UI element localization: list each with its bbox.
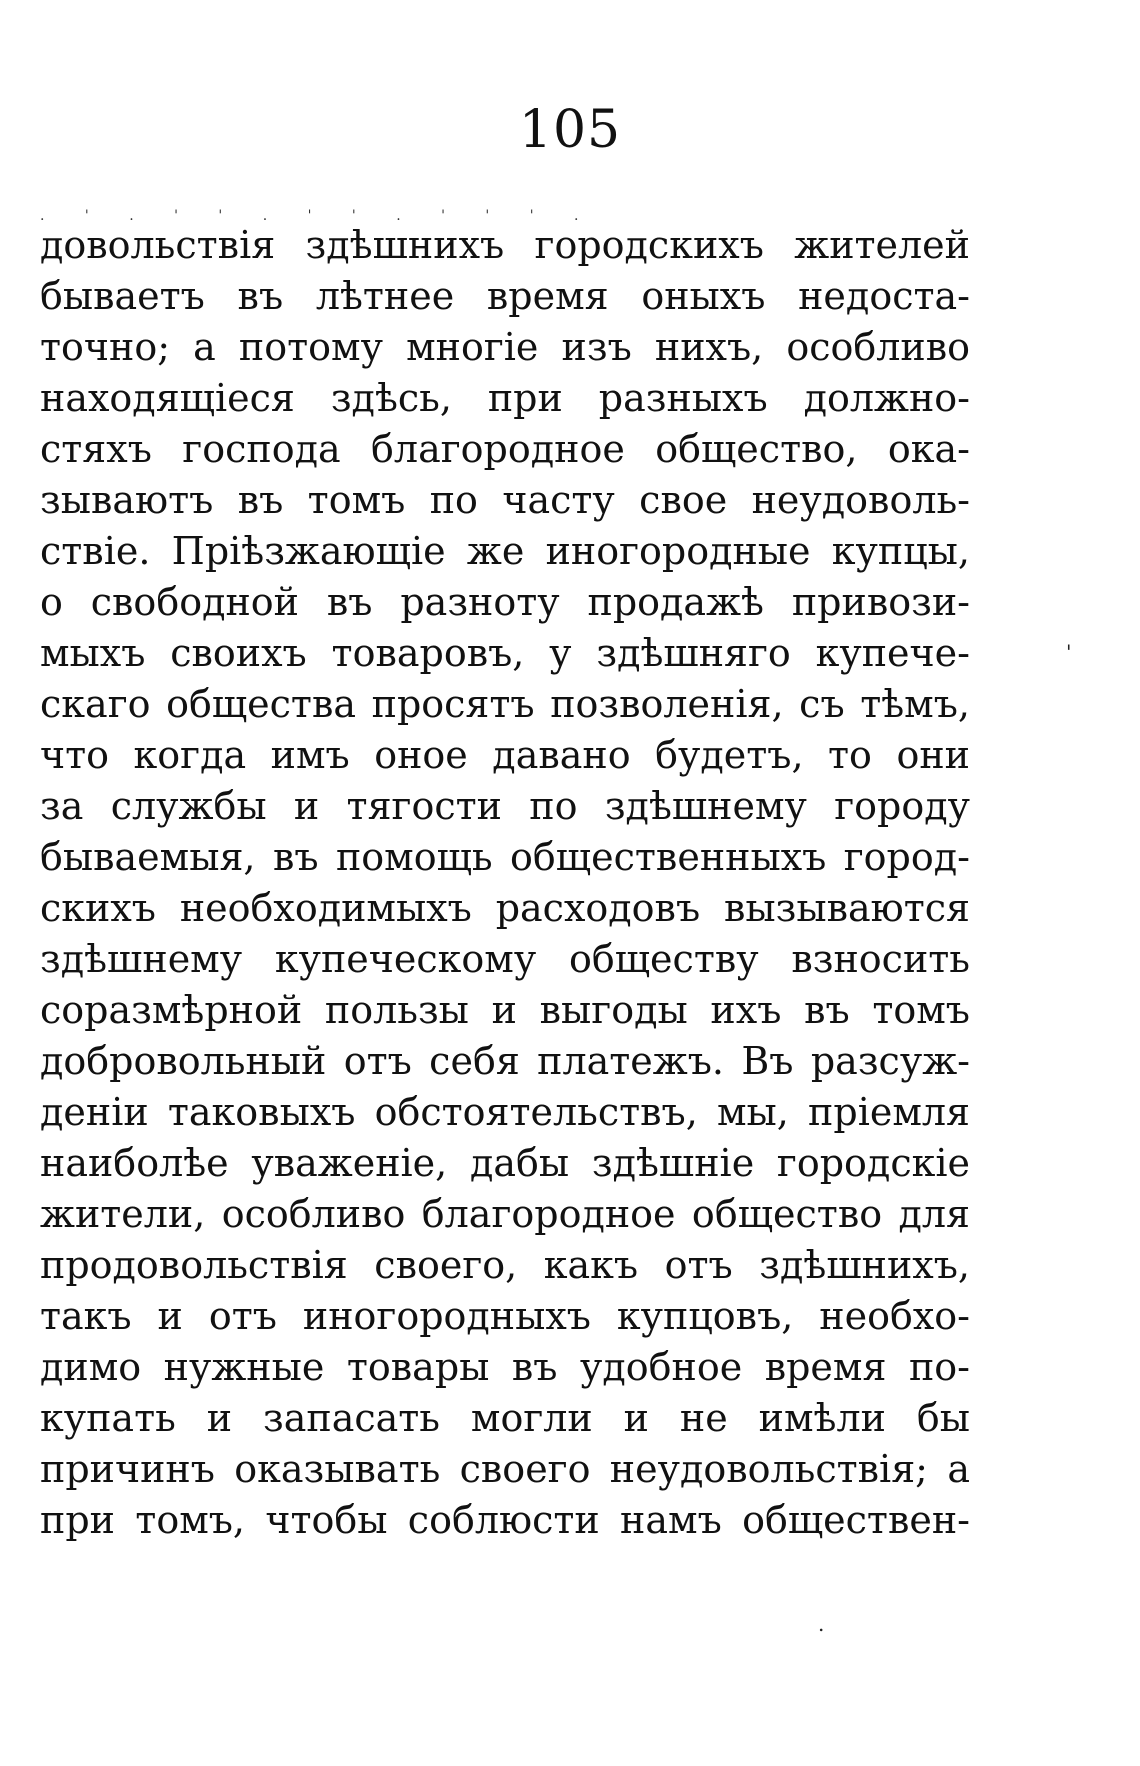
text-line: такъ и отъ иногородныхъ купцовъ, необхо- xyxy=(40,1294,970,1338)
text-line: жители, особливо благородное общество для xyxy=(40,1192,970,1236)
text-line: точно; а потому многіе изъ нихъ, особливо xyxy=(40,325,970,369)
text-line: димо нужные товары въ удобное время по- xyxy=(40,1345,970,1389)
text-line: о свободной въ разноту продажѣ привози- xyxy=(40,580,970,624)
ink-speck: ' xyxy=(1066,640,1072,664)
body-text xyxy=(40,220,970,1546)
text-line: купать и запасать могли и не имѣли бы xyxy=(40,1396,970,1440)
text-line: бываемыя, въ помощь общественныхъ город- xyxy=(40,835,970,879)
text-line: мыхъ своихъ товаровъ, у здѣшняго купече- xyxy=(40,631,970,675)
text-line: стяхъ господа благородное общество, ока- xyxy=(40,427,970,471)
print-specks: . ' . ' ' . ' ' . ' ' ' . xyxy=(40,208,597,222)
text-line: соразмѣрной пользы и выгоды ихъ въ томъ xyxy=(40,988,970,1032)
text-line: что когда имъ оное давано будетъ, то они xyxy=(40,733,970,777)
text-line: наиболѣе уваженіе, дабы здѣшніе городскіе xyxy=(40,1141,970,1185)
text-line: за службы и тягости по здѣшнему городу xyxy=(40,784,970,828)
text-line: при томъ, чтобы соблюсти намъ обществен- xyxy=(40,1498,970,1542)
text-line: продовольствія своего, какъ отъ здѣшнихъ, xyxy=(40,1243,970,1287)
ink-speck: . xyxy=(818,1612,825,1636)
text-line: ствіе. Пріѣзжающіе же иногородные купцы, xyxy=(40,529,970,573)
text-line: довольствія здѣшнихъ городскихъ жителей xyxy=(40,223,970,267)
text-line: бываетъ въ лѣтнее время оныхъ недоста- xyxy=(40,274,970,318)
text-line: здѣшнему купеческому обществу взносить xyxy=(40,937,970,981)
text-line: зываютъ въ томъ по часту свое неудоволь- xyxy=(40,478,970,522)
text-line: находящіеся здѣсь, при разныхъ должно- xyxy=(40,376,970,420)
text-line: добровольный отъ себя платежъ. Въ разсуж- xyxy=(40,1039,970,1083)
page-number: 105 xyxy=(518,100,622,160)
text-line: деніи таковыхъ обстоятельствъ, мы, пріемля xyxy=(40,1090,970,1134)
text-line: скаго общества просятъ позволенія, съ тѣмъ, xyxy=(40,682,970,726)
text-line: скихъ необходимыхъ расходовъ вызываются xyxy=(40,886,970,930)
text-line: причинъ оказывать своего неудовольствія; а xyxy=(40,1447,970,1491)
